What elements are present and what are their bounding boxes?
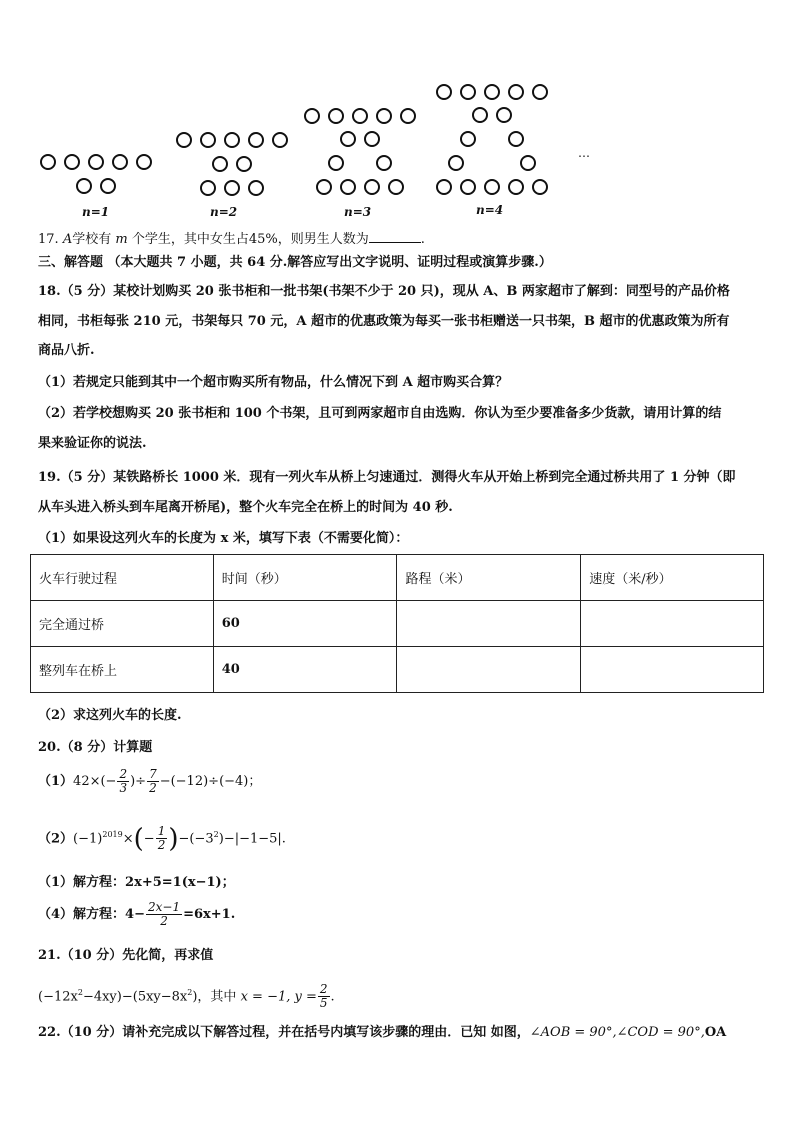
circle [484,84,500,100]
q21-expr-c: )，其中 [192,989,237,1005]
circle [436,84,452,100]
pattern-figure [0,0,794,225]
pattern-label: n=4 [476,203,504,217]
circle [224,180,240,196]
q21-expr-b: −4xy)−(5xy−8x [82,989,188,1005]
q20-p1-a: 42×(− [73,774,117,789]
q21-condition: x = −1, y = [240,989,317,1005]
q19-table [30,554,764,693]
circle [532,179,548,195]
table-header-cell: 时间（秒） [213,555,397,601]
q18-line-2: 相同，书柜每张 210 元，书架每只 70 元，A 超市的优惠政策为每买一张书柜赠送一只书架，B 超市的优惠政策为所有 [38,314,730,329]
q22-text: 22.（10 分）请补充完成以下解答过程，并在括号内填写该步骤的理由．已知 如图， [38,1025,530,1040]
table-cell: 完全通过桥 [31,601,214,647]
circle [64,154,80,170]
q20-p2-rest-c: −|−1−5|. [223,831,286,847]
q20-p2-rest-exp: 2 [213,830,219,839]
fraction: $\frac{2}{5}$ [319,982,328,1011]
q19-part-2: （2）求这列火车的长度. [38,708,182,723]
circle [304,108,320,124]
q17-text-a: 学校有 [72,232,112,247]
pattern-ellipsis: … [578,146,590,160]
circle [328,155,344,171]
circle [364,179,380,195]
q20-p4-b: =6x+1. [183,907,236,922]
table-cell-input[interactable] [581,601,764,647]
circle [112,154,128,170]
table-cell: 整列车在桥上 [31,647,214,693]
fraction: $\frac{2}{3}$ [119,767,128,795]
table-header-cell: 火车行驶过程 [31,555,214,601]
section-3-heading: 三、解答题 （本大题共 7 小题，共 64 分.解答应写出文字说明、证明过程或演算步骤.） [38,255,552,270]
circle [376,155,392,171]
q20-p2-times: × [122,831,134,847]
table-row [31,647,764,693]
circle [340,179,356,195]
q21-expression: $(-12x^2-4xy)-(5xy-8x^2)$，其中 x = −1, y = $\frac{2}{5}$ . [38,982,335,1011]
circle [508,131,524,147]
circle [508,84,524,100]
circle [520,155,536,171]
circle [316,179,332,195]
pattern-label: n=3 [344,205,372,219]
q21-cond-end: . [330,989,335,1005]
circle [176,132,192,148]
pattern-label: n=2 [210,205,238,219]
circle [400,108,416,124]
circle [460,84,476,100]
q20-p1-label: （1） [38,774,74,789]
circle [100,178,116,194]
table-row [31,601,764,647]
circle [236,156,252,172]
table-header-cell: 路程（米） [397,555,581,601]
q22-header [38,1025,726,1041]
q20-p2-rest-a: − [178,831,190,847]
pattern-label: n=1 [82,205,110,219]
q20-p2-base: (−1) [73,831,103,847]
q20-part-4 [38,900,235,930]
q20-p2-label: （2） [38,831,74,847]
circle [352,108,368,124]
table-cell-input[interactable] [397,647,581,693]
circle [460,179,476,195]
q18-part-1: （1）若规定只能到其中一个超市购买所有物品，什么情况下到 A 超市购买合算？ [38,375,509,390]
fraction: $\frac{1}{2}$ [157,824,166,853]
circle [448,155,464,171]
question-17 [38,230,425,248]
table-header-cell: 速度（米/秒） [581,555,764,601]
q21-expr-a: (−12x [38,989,78,1005]
q20-part-3: （1）解方程：2x+5=1(x−1)； [38,875,235,890]
q20-header: 20.（8 分）计算题 [38,740,153,755]
q20-p2-rest-b: −3 [194,831,214,847]
table-cell: 60 [213,601,397,647]
circle [460,131,476,147]
q19-header: 19.（5 分）某铁路桥长 1000 米．现有一列火车从桥上匀速通过．测得火车从开始上桥到完全通过桥共用了 1 分钟（即 [38,470,736,485]
circle [376,108,392,124]
circle [212,156,228,172]
q17-var-a: A [62,232,73,247]
table-cell-input[interactable] [581,647,764,693]
circle [76,178,92,194]
circle [436,179,452,195]
q21-header: 21.（10 分）先化简，再求值 [38,948,214,963]
q20-p4-a: （4）解方程：4− [38,907,145,922]
q22-end: OA [704,1025,727,1040]
q20-part-1 [38,768,261,796]
circle [472,107,488,123]
q18-header: 18.（5 分）某校计划购买 20 张书柜和一批书架(书架不少于 20 只)，现从 A、B 两家超市了解到：同型号的产品价格 [38,284,730,299]
fraction: $\frac{2x-1}{2}$ [147,900,181,928]
circle [248,180,264,196]
q20-part-2: $(2)(-1)^{2019}\times(-$ $\frac{1}{2}$ )$-(-3^2)-|-1-5|$. [38,823,286,854]
q20-p1-b: )÷ [130,774,147,789]
fraction: $\frac{7}{2}$ [149,767,157,795]
circle [508,179,524,195]
circle [484,179,500,195]
circle [224,132,240,148]
circle [136,154,152,170]
q20-p1-c: −(−12)÷(−4)； [159,774,262,789]
q18-part-2: （2）若学校想购买 20 张书柜和 100 个书架，且可到两家超市自由选购．你认为至少要准备多少货款，请用计算的结 [38,406,722,421]
circle [340,131,356,147]
table-header-row [31,555,764,601]
circle [40,154,56,170]
circle [200,132,216,148]
q20-p2-exp: 2019 [102,830,123,839]
table-cell: 40 [213,647,397,693]
circle [364,131,380,147]
circle [388,179,404,195]
q18-line-3: 商品八折. [38,343,95,358]
circle [88,154,104,170]
circle [272,132,288,148]
circle [532,84,548,100]
circle [328,108,344,124]
q19-part-1: （1）如果设这列火车的长度为 x 米，填写下表（不需要化简）： [38,531,409,546]
q22-angles: ∠AOB = 90°,∠COD = 90°, [529,1025,705,1040]
q17-text-b: 个学生，其中女生占45%，则男生人数为 [131,232,369,247]
q18-part-2-cont: 果来验证你的说法. [38,436,147,451]
circle [200,180,216,196]
circle [496,107,512,123]
q17-end: . [420,232,425,247]
table-cell-input[interactable] [397,601,581,647]
circle [248,132,264,148]
q19-line-2: 从车头进入桥头到车尾离开桥尾)，整个火车完全在桥上的时间为 40 秒. [38,500,453,515]
q17-var-m: m [115,232,128,247]
q17-answer-blank[interactable] [369,230,421,243]
q17-number: 17. [38,232,59,247]
